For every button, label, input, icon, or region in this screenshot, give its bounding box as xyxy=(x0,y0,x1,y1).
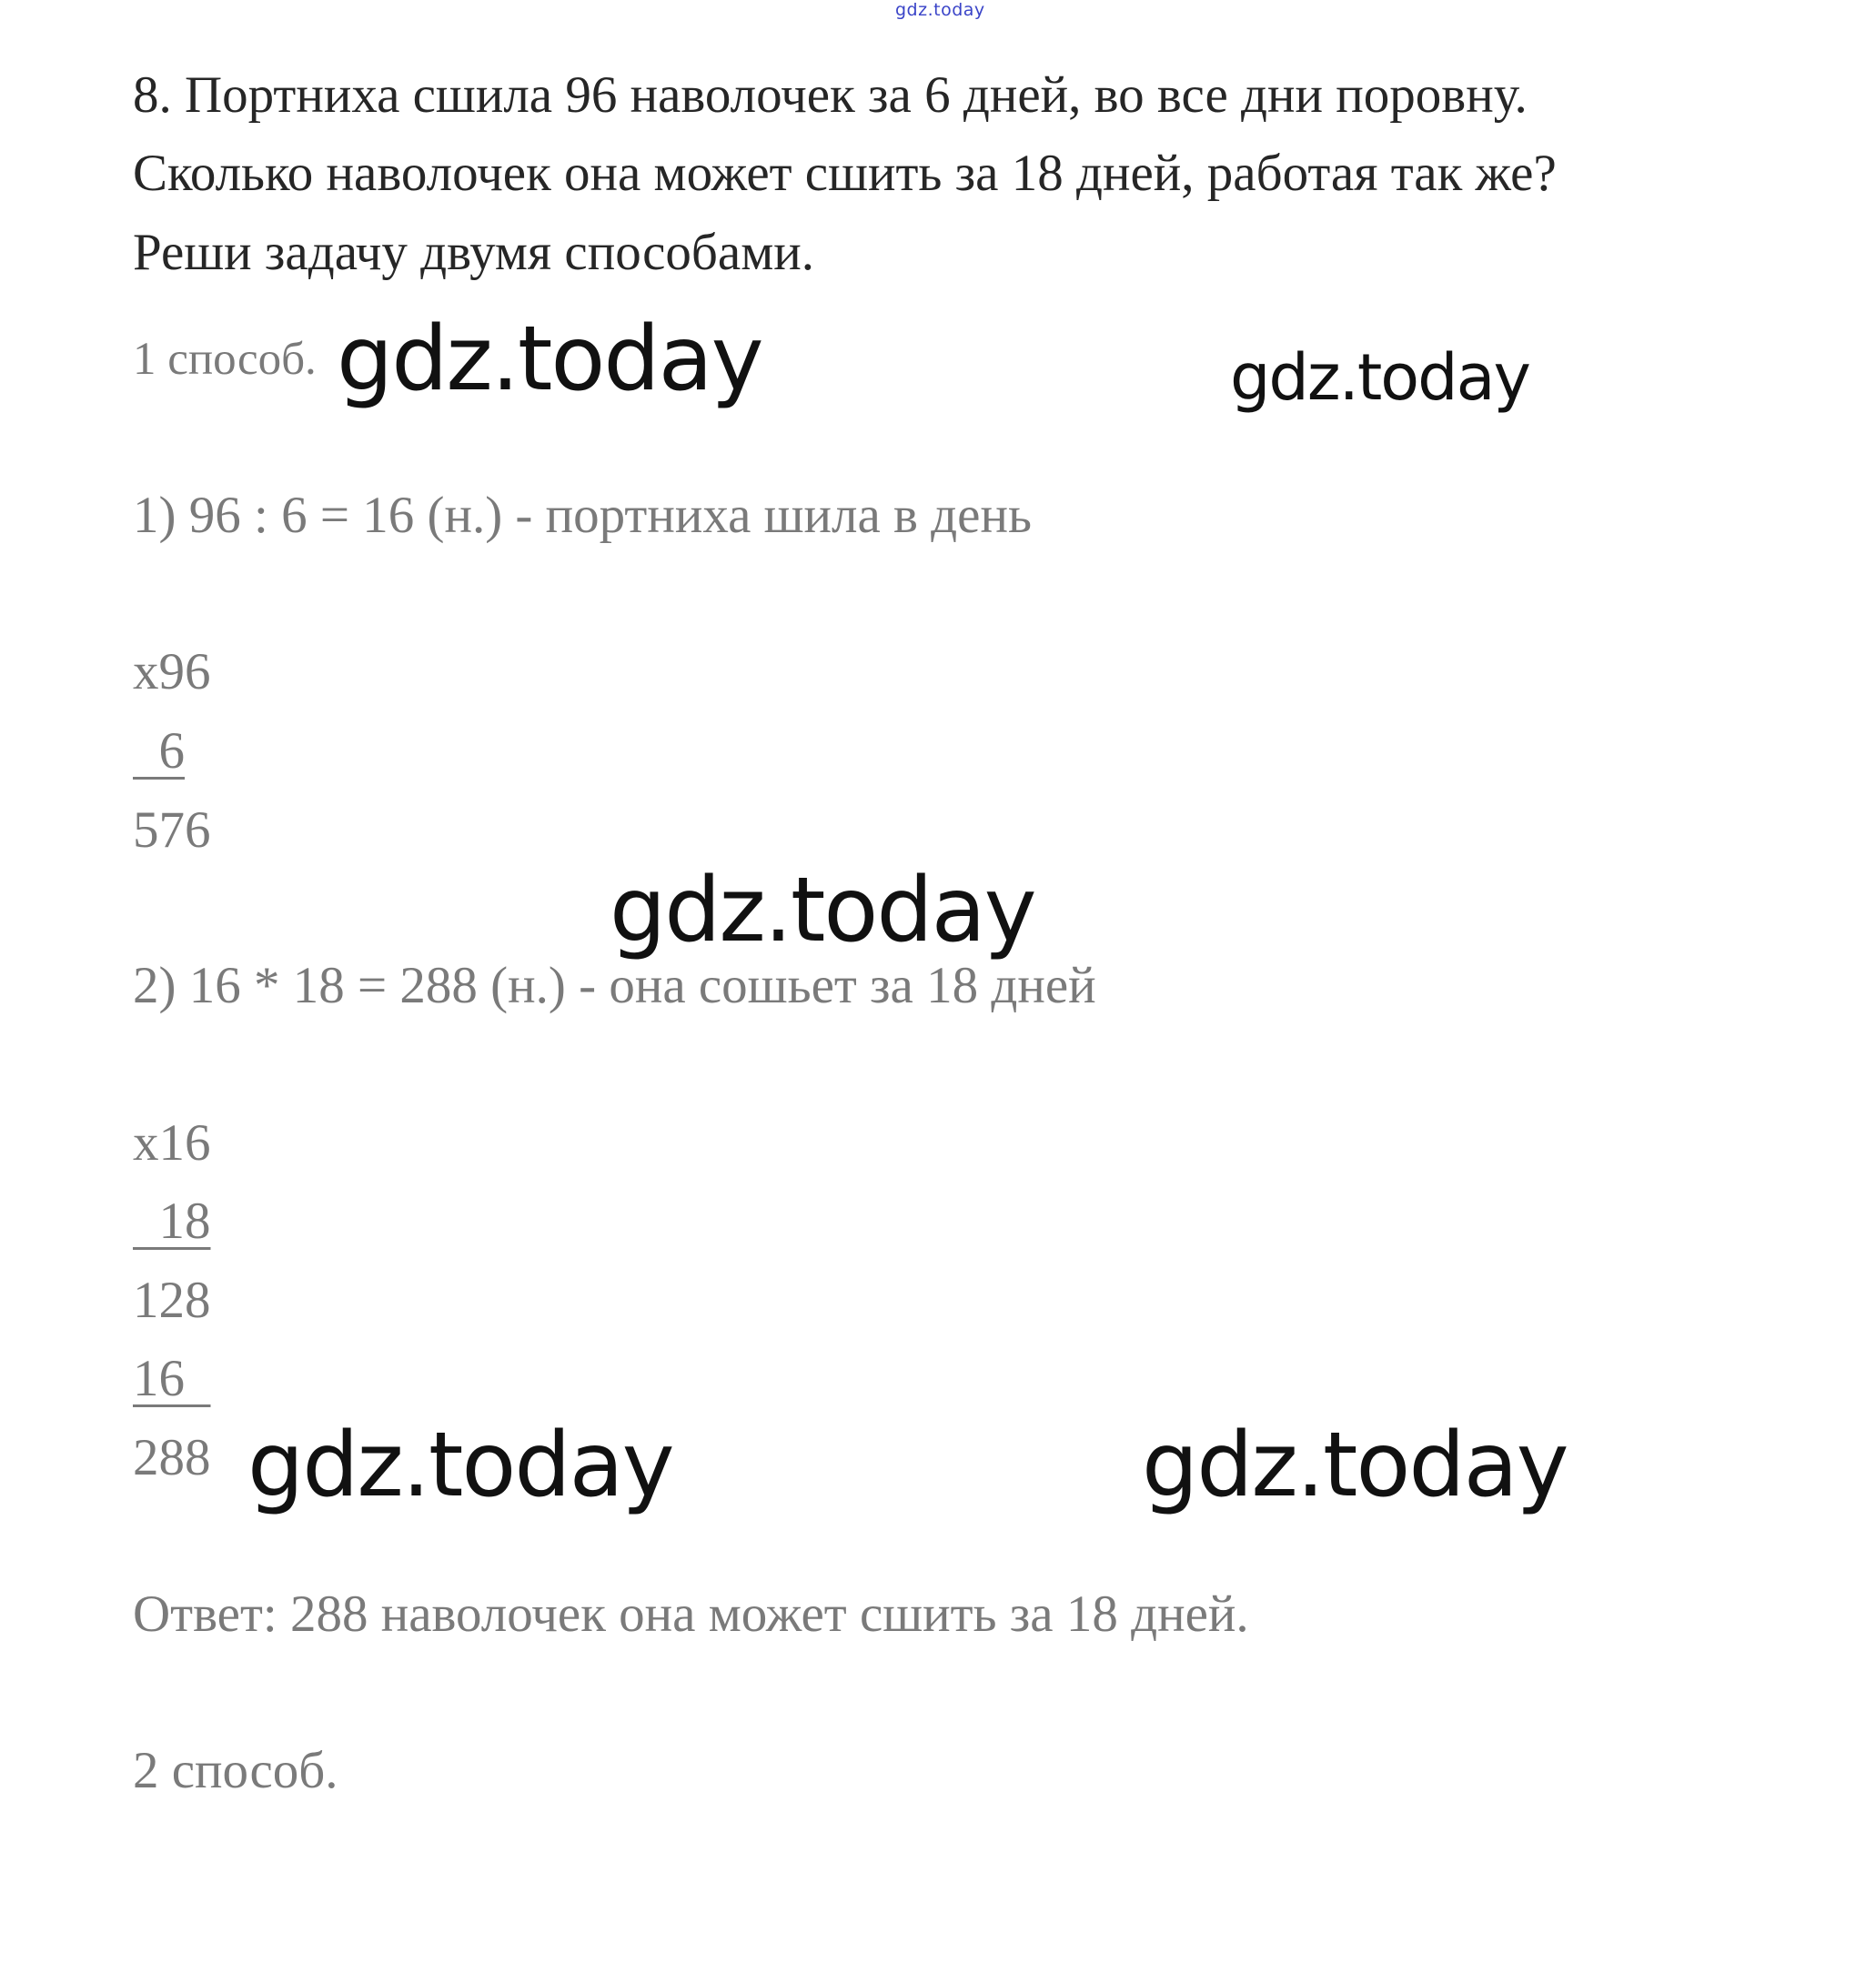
method-1-label: 1 способ. xyxy=(133,334,317,385)
calc-1-row-1: х96 xyxy=(133,643,211,700)
calc-1-row-3: 576 xyxy=(133,801,211,859)
watermark: gdz.today xyxy=(1230,340,1529,415)
method-1-step-2: 2) 16 * 18 = 288 (н.) - она сошьет за 18 дней xyxy=(133,957,1096,1014)
watermark: gdz.today xyxy=(247,1414,673,1517)
calc-2-row-4: 16 xyxy=(133,1350,211,1407)
watermark: gdz.today xyxy=(610,859,1035,962)
watermark: gdz.today xyxy=(1142,1414,1568,1517)
calc-2-row-1: х16 xyxy=(133,1114,211,1172)
calc-2-row-2: 18 xyxy=(133,1193,211,1250)
method-1-step-1: 1) 96 : 6 = 16 (н.) - портниха шила в день xyxy=(133,487,1032,544)
method-2-label: 2 способ. xyxy=(133,1742,338,1799)
calc-2-row-5: 288 xyxy=(133,1429,211,1486)
site-mark: gdz.today xyxy=(895,0,985,20)
problem-line-3: Реши задачу двумя способами. xyxy=(133,224,815,281)
problem-line-1: 8. Портниха сшила 96 наволочек за 6 дней, во все дни поровну. xyxy=(133,66,1528,124)
calc-1-row-2: 6 xyxy=(133,722,185,780)
problem-line-2: Сколько наволочек она может сшить за 18 дней, работая так же? xyxy=(133,145,1557,202)
calc-2-row-3: 128 xyxy=(133,1272,211,1329)
method-1-answer: Ответ: 288 наволочек она может сшить за 18 дней. xyxy=(133,1585,1249,1643)
watermark: gdz.today xyxy=(337,307,762,411)
